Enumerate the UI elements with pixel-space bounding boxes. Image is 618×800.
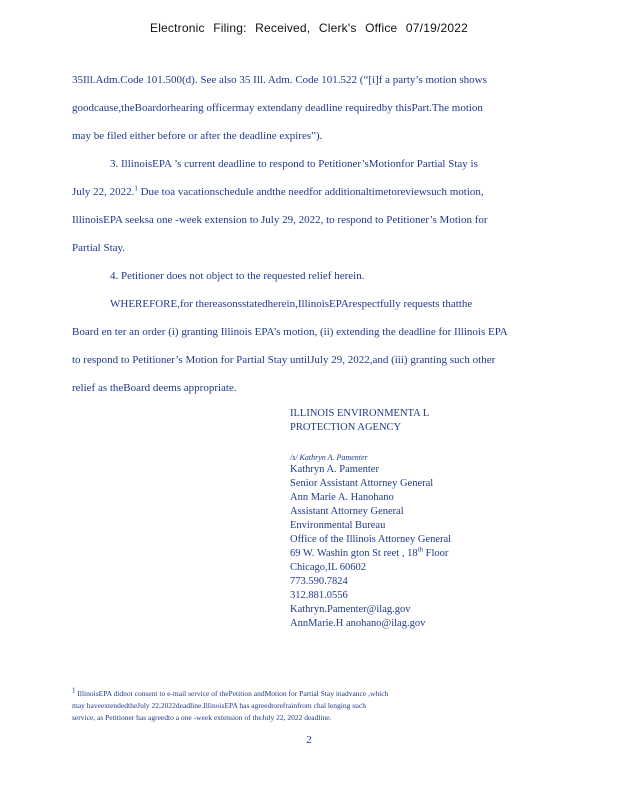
floor-word: Floor xyxy=(423,548,449,559)
footnote-line xyxy=(72,688,388,700)
footnote-ref[interactable]: 1 xyxy=(134,184,138,193)
signer-name: Kathryn A. Pamenter xyxy=(290,464,379,475)
body-line: IllinoisEPA seeksa one -week extension to July 29, 2022, to respond to Petitioner’s Motion for xyxy=(72,214,488,226)
email-1[interactable]: Kathryn.Pamenter@ilag.gov xyxy=(290,604,411,615)
bureau-name: Environmental Bureau xyxy=(290,520,386,531)
footnote-line: may haveextendedtheJuly 22,2022deadline.IllinoisEPA has agreedtorefrainfrom chal lenging such xyxy=(72,701,367,710)
body-line: 3. IllinoisEPA ’s current deadline to respond to Petitioner’sMotionfor Partial Stay is xyxy=(110,158,478,170)
agency-name-line2: PROTECTION AGENCY xyxy=(290,422,402,433)
body-line: Partial Stay. xyxy=(72,242,126,254)
electronic-signature: /s/ Kathryn A. Pamenter xyxy=(290,453,368,462)
street-address-text: 69 W. Washin gton St reet , 18 xyxy=(290,548,418,559)
body-line: 4. Petitioner does not object to the requested relief herein. xyxy=(110,270,365,282)
footnote-marker: 1 xyxy=(72,686,76,695)
floor-suffix: th xyxy=(417,545,424,554)
body-line: WHEREFORE,for thereasonsstatedherein,IllinoisEPArespectfully requests thatthe xyxy=(110,298,473,310)
phone-2: 312.881.0556 xyxy=(290,590,348,601)
body-line: 35Ill.Adm.Code 101.500(d). See also 35 Ill. Adm. Code 101.522 (“[i]f a party’s motion shows xyxy=(72,74,487,86)
body-line: Due toa vacationschedule andthe needfor additionaltimetoreviewsuch motion, xyxy=(140,186,484,198)
filing-header: Electronic Filing: Received, Clerk's Office 07/19/2022 xyxy=(149,21,468,35)
cosigner-title: Assistant Attorney General xyxy=(290,506,404,517)
street-address xyxy=(290,547,448,561)
phone-1: 773.590.7824 xyxy=(290,576,348,587)
agency-name-line1: ILLINOIS ENVIRONMENTA L xyxy=(290,408,430,419)
footnote-text: IllinoisEPA didnot consent to e-mail service of thePetition andMotion for Partial Stay inadvance ,which xyxy=(77,689,389,698)
cosigner-name: Ann Marie A. Hanohano xyxy=(290,492,394,503)
signer-title: Senior Assistant Attorney General xyxy=(290,478,434,489)
body-line: may be filed either before or after the deadline expires”). xyxy=(72,130,323,142)
footnote-line: service, as Petitioner has agreedto a one -week extension of theJuly 22, 2022 deadline. xyxy=(72,713,332,722)
email-2[interactable]: AnnMarie.H anohano@ilag.gov xyxy=(290,618,426,629)
body-line: to respond to Petitioner’s Motion for Partial Stay untilJuly 29, 2022,and (iii) granting such other xyxy=(72,354,496,366)
body-line: goodcause,theBoardorhearing officermay extendany deadline requiredby thisPart.The motion xyxy=(72,102,483,114)
body-line: relief as theBoard deems appropriate. xyxy=(72,382,237,394)
body-line: Board en ter an order (i) granting Illinois EPA’s motion, (ii) extending the deadline for Illinois EPA xyxy=(72,326,508,338)
body-line: July 22, 2022. xyxy=(72,186,135,198)
office-name: Office of the Illinois Attorney General xyxy=(290,534,452,545)
body-line-with-footnote xyxy=(72,185,484,199)
page-number: 2 xyxy=(306,734,312,746)
city-zip: Chicago,IL 60602 xyxy=(290,562,367,573)
